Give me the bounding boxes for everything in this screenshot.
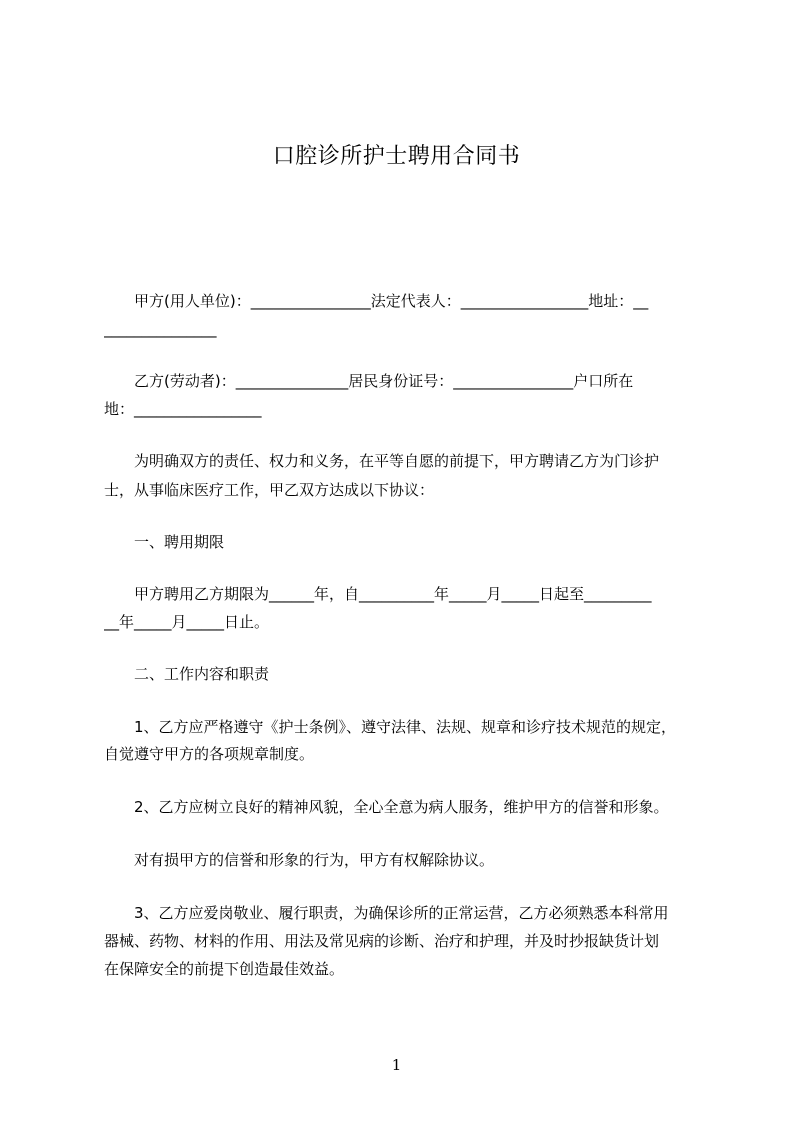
preamble-line: 为明确双方的责任、权力和义务，在平等自愿的前提下，甲方聘请乙方为门诊护 — [104, 452, 660, 470]
duty-2-line-cont: 对有损甲方的信誉和形象的行为，甲方有权解除协议。 — [104, 851, 495, 869]
document-title: 口腔诊所护士聘用合同书 — [272, 144, 521, 169]
party-a-line-cont: _______________ — [104, 320, 217, 338]
duty-1-line: 1、乙方应严格遵守《护士条例》、遵守法律、法规、规章和诊疗技术规范的规定， — [104, 718, 677, 736]
duty-3-line-cont: 器械、药物、材料的作用、用法及常见病的诊断、治疗和护理，并及时抄报缺货计划 — [104, 932, 660, 950]
party-b-line-cont: 地：_________________ — [104, 400, 262, 418]
duty-3-line-cont-2: 在保障安全的前提下创造最佳效益。 — [104, 960, 345, 978]
duty-1-line-cont: 自觉遵守甲方的各项规章制度。 — [104, 745, 315, 763]
section-heading-term: 一、聘用期限 — [104, 533, 225, 551]
party-b-line: 乙方(劳动者)：_______________居民身份证号：________________户口所在 — [104, 372, 634, 390]
duty-3-line: 3、乙方应爱岗敬业、履行职责，为确保诊所的正常运营，乙方必须熟悉本科常用 — [104, 904, 669, 922]
duty-2-line: 2、乙方应树立良好的精神风貌，全心全意为病人服务，维护甲方的信誉和形象。 — [104, 798, 669, 816]
term-line-cont: __年_____月_____日止。 — [104, 613, 270, 631]
preamble-line-cont: 士，从事临床医疗工作，甲乙双方达成以下协议： — [104, 481, 435, 499]
party-a-line: 甲方(用人单位)：________________法定代表人：_________________地址：__ — [104, 292, 649, 310]
page-number: 1 — [391, 1056, 402, 1074]
term-line: 甲方聘用乙方期限为______年，自__________年_____月_____日起至_________ — [104, 585, 652, 603]
section-heading-duties: 二、工作内容和职责 — [104, 665, 270, 683]
